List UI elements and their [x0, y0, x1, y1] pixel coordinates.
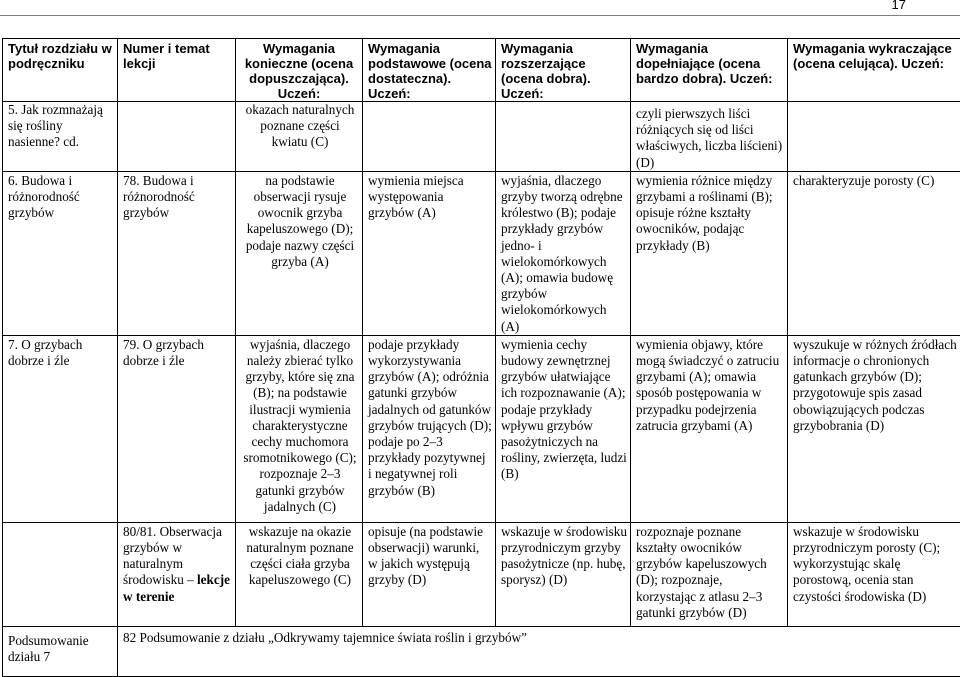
requirement-cell: wyszukuje w różnych źródłach informacje o chronionych gatunkach grzybów (D); przygotowuje spis zasad obowiązujących podczas grzybobrania (D): [788, 335, 960, 522]
page-number: 17: [892, 0, 906, 12]
requirement-cell: wyjaśnia, dlaczego należy zbierać tylko grzyby, które się zna (B); na podstawie ilustracji wymienia charakterystyczne cechy muchomora sromotnikowego (C); rozpoznaje 2–3 gatunki grzybów jadalnych (C): [236, 335, 363, 522]
header-rule: [0, 15, 960, 16]
requirement-cell: rozpoznaje poznane kształty owocników grzybów kapeluszowych (D); rozpoznaje, korzystając z atlasu 2–3 gatunki grzybów (D): [631, 522, 788, 626]
header-exceeding: Wymagania wykraczające (ocena celująca). Uczeń:: [788, 39, 960, 102]
table-row: [3, 626, 960, 676]
requirement-cell: wymienia różnice między grzybami a roślinami (B); opisuje różne kształty owocników, podając przykłady (B): [631, 171, 788, 335]
requirement-cell: [788, 102, 960, 172]
lesson-title: 79. O grzybach dobrze i źle: [118, 335, 236, 522]
requirement-cell: wymienia objawy, które mogą świadczyć o zatruciu grzybami (A); omawia sposób postępowania w przypadku podejrzenia zatrucia grzybami (A): [631, 335, 788, 522]
lesson-title-text: 80/81. Obserwacja grzybów w naturalnym środowisku –: [123, 524, 222, 588]
summary-cell: 82 Podsumowanie z działu „Odkrywamy tajemnice świata roślin i grzybów”: [118, 626, 960, 676]
table-row: [3, 335, 960, 522]
requirement-cell: opisuje (na podstawie obserwacji) warunki, w jakich występują grzyby (D): [363, 522, 496, 626]
requirements-table: [2, 38, 960, 677]
requirement-cell: wskazuje w środowisku przyrodniczym porosty (C); wykorzystując skalę porostową, ocenia stan czystości środowiska (D): [788, 522, 960, 626]
requirement-cell: czyli pierwszych liści różniących się od liści właściwych, liczba liścieni) (D): [631, 102, 788, 172]
chapter-title-text: 5. Jak rozmnażają się rośliny nasienne? cd.: [8, 102, 103, 149]
table-row: [3, 171, 960, 335]
header-required-text: Wymagania konieczne (ocena dopuszczająca). Uczeń:: [245, 41, 353, 101]
chapter-title: [3, 102, 118, 172]
header-row: [3, 39, 960, 102]
requirement-cell: wymienia miejsca występowania grzybów (A): [363, 171, 496, 335]
requirement-cell: podaje przykłady wykorzystywania grzybów (A); odróżnia gatunki grzybów jadalnych od gatunków grzybów trujących (D); podaje po 2–3 przykłady pozytywnej i negatywnej roli grzybów (B): [363, 335, 496, 522]
requirement-cell: wymienia cechy budowy zewnętrznej grzybów ułatwiające ich rozpoznawanie (A); podaje przykłady wpływu grzybów pasożytniczych na rośliny, zwierzęta, ludzi (B): [496, 335, 631, 522]
lesson-cell: [118, 102, 236, 172]
chapter-title: Podsumowanie działu 7: [3, 626, 118, 676]
chapter-title: [3, 522, 118, 626]
lesson-title: [118, 522, 236, 626]
header-basic: Wymagania podstawowe (ocena dostateczna). Uczeń:: [363, 39, 496, 102]
chapter-title: 7. O grzybach dobrze i źle: [3, 335, 118, 522]
table-row: [3, 522, 960, 626]
requirement-cell: [363, 102, 496, 172]
lesson-title: 78. Budowa i różnorodność grzybów: [118, 171, 236, 335]
header-lesson: Numer i temat lekcji: [118, 39, 236, 102]
header-complementary: Wymagania dopełniające (ocena bardzo dobra). Uczeń:: [631, 39, 788, 102]
header-chapter-title: Tytuł rozdziału w podręczniku: [3, 39, 118, 102]
header-extended: Wymagania rozszerzające (ocena dobra). Uczeń:: [496, 39, 631, 102]
lesson-field-label: lekcje w terenie: [123, 572, 230, 603]
table-row: [3, 102, 960, 172]
requirement-cell: wskazuje na okazie naturalnym poznane części ciała grzyba kapeluszowego (C): [236, 522, 363, 626]
header-required: [236, 39, 363, 102]
chapter-title: 6. Budowa i różnorodność grzybów: [3, 171, 118, 335]
requirement-cell: wskazuje w środowisku przyrodniczym grzyby pasożytnicze (np. hubę, sporysz) (D): [496, 522, 631, 626]
requirement-cell: na podstawie obserwacji rysuje owocnik grzyba kapeluszowego (D); podaje nazwy części grzyba (A): [236, 171, 363, 335]
requirement-cell: okazach naturalnych poznane części kwiatu (C): [236, 102, 363, 172]
requirement-cell: [496, 102, 631, 172]
requirement-cell: wyjaśnia, dlaczego grzyby tworzą odrębne królestwo (B); podaje przykłady grzybów jedno- i wielokomórkowych (A); omawia budowę grzybów wielokomórkowych (A): [496, 171, 631, 335]
requirement-cell: charakteryzuje porosty (C): [788, 171, 960, 335]
